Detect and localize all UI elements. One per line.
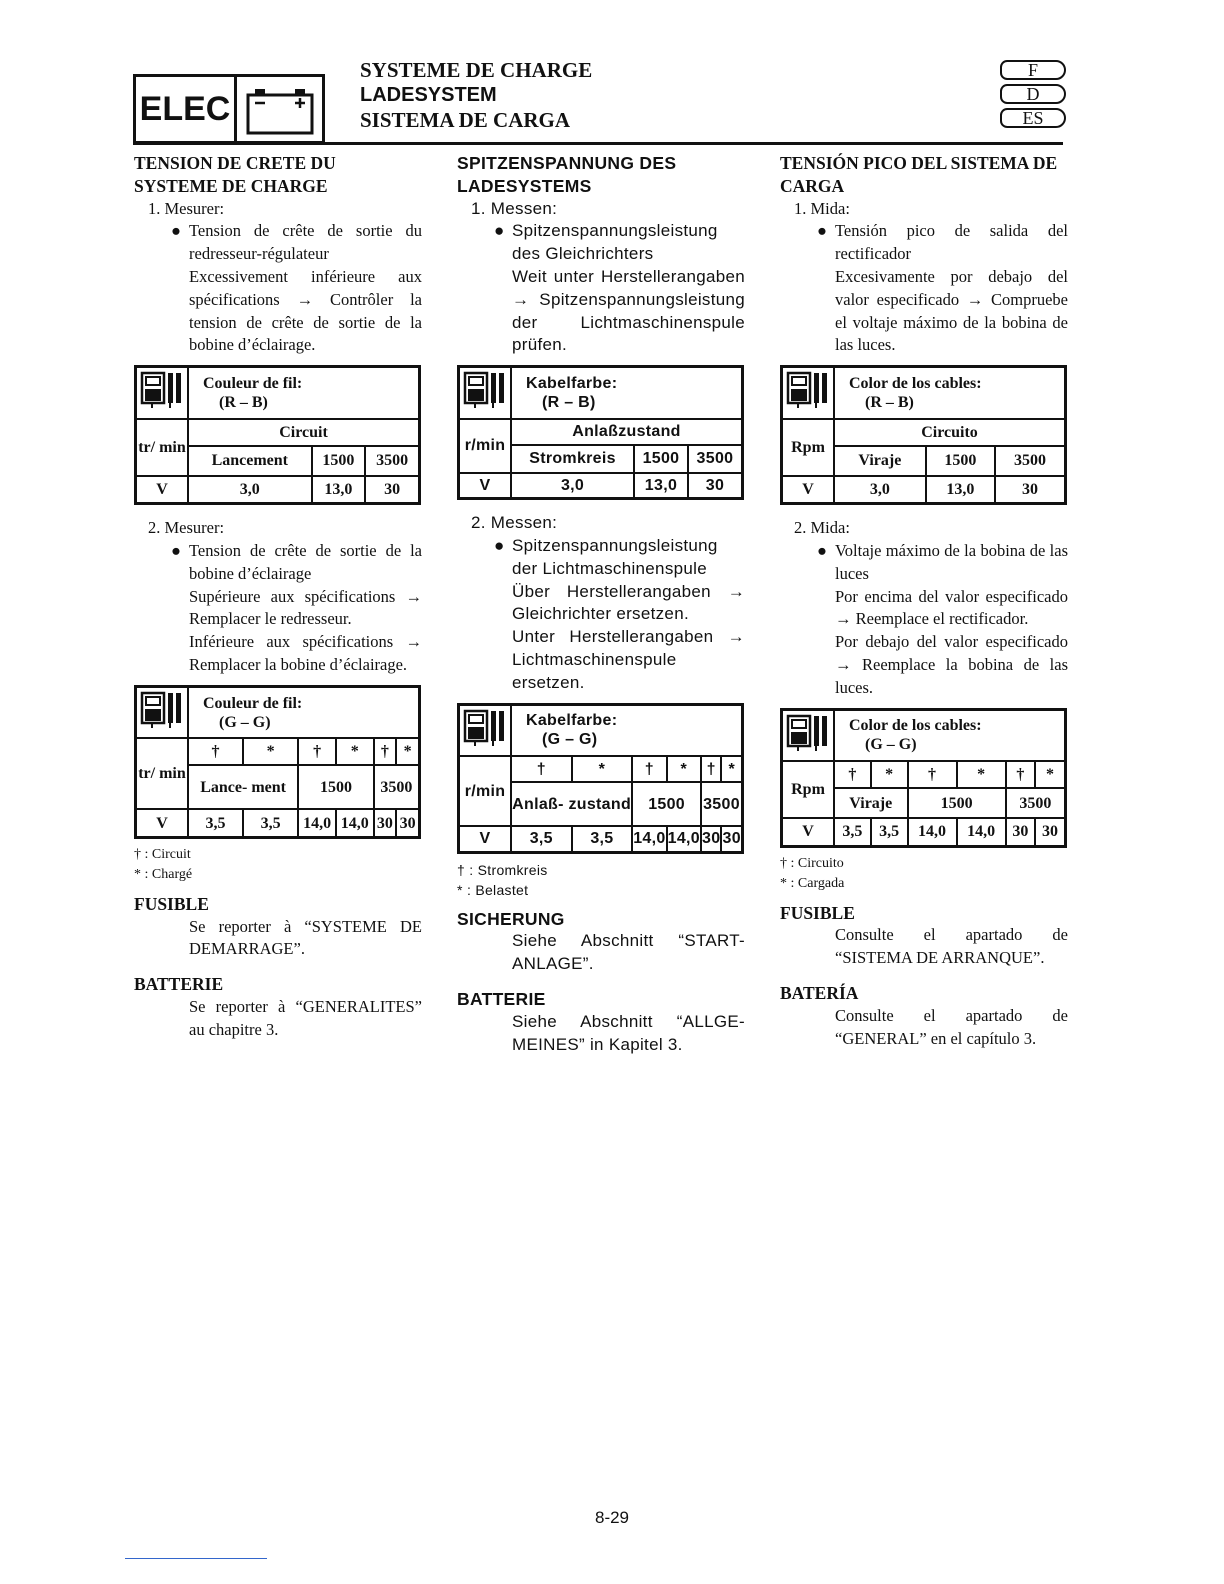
unit-label: V — [782, 818, 835, 846]
mark-cell: * — [1035, 761, 1065, 788]
mark-cell: * — [396, 738, 419, 765]
step-text: Inférieure aux spécifications → Remplacer la bobine d’éclairage. — [189, 632, 422, 674]
col-header: 1500 — [632, 782, 701, 826]
bullet-text: Spitzenspannungsleistung des Gleichrichters — [512, 221, 718, 264]
mark-cell: * — [243, 738, 298, 765]
value-cell: 13,0 — [926, 476, 995, 504]
col-header: 1500 — [312, 446, 366, 476]
bullet-icon: ● — [817, 221, 827, 241]
value-cell: 30 — [995, 476, 1065, 504]
step-2: 2. Messen: — [471, 513, 558, 533]
wire-value: (G – G) — [865, 736, 917, 754]
bullet-text: Tension de crête de sortie du redresseur-régulateur — [189, 221, 422, 264]
section-badge — [133, 74, 325, 144]
heading-line: TENSION DE CRETE DU — [134, 153, 336, 173]
mark-cell: * — [667, 756, 701, 782]
note: † : Circuit — [134, 846, 191, 862]
step-1: 1. Messen: — [471, 198, 558, 218]
bullet-item — [457, 220, 745, 266]
mark-cell: † — [908, 761, 957, 788]
value-cell: 30 — [701, 826, 721, 852]
col-header: Viraje — [834, 788, 908, 818]
step-text: Excesivamente por debajo del valor especificado → Compruebe el voltaje máximo de la bobina de las luces. — [835, 266, 1068, 355]
multimeter-icon — [782, 367, 835, 419]
multimeter-icon — [136, 367, 189, 419]
value-cell: 30 — [721, 826, 742, 852]
col-header: 3500 — [995, 446, 1065, 476]
col-header: 1500 — [298, 765, 373, 809]
wire-color-cell — [834, 367, 1066, 419]
bullet-item — [780, 540, 1068, 586]
step-text: Excessivement inférieure aux spécifications → Contrôler la tension de crête de sortie de la bobine d’éclairage. — [189, 266, 422, 355]
step-1: 1. Mida: — [794, 198, 850, 218]
bullet-text: Tensión pico de salida del rectificador — [835, 221, 1068, 264]
value-cell: 3,5 — [188, 809, 243, 837]
section-heading-fuse: SICHERUNG — [457, 908, 565, 929]
footer-rule — [125, 1558, 267, 1559]
heading-line: SYSTEME DE CHARGE — [134, 175, 328, 196]
battery-text: Se reporter à “GENERALITES” au chapitre 3. — [189, 996, 422, 1039]
spec-table-rb — [134, 365, 421, 505]
value-cell: 30 — [396, 809, 419, 837]
heading-line: SPITZENSPANNUNG DES — [457, 153, 677, 173]
mark-cell: † — [632, 756, 666, 782]
wire-label: Couleur de fil: — [203, 694, 303, 712]
value-cell: 14,0 — [957, 818, 1006, 846]
value-cell: 14,0 — [336, 809, 374, 837]
value-cell: 30 — [365, 476, 419, 504]
mark-cell: † — [834, 761, 871, 788]
value-cell: 30 — [1035, 818, 1065, 846]
note: † : Stromkreis — [457, 861, 548, 878]
heading-line: LADESYSTEMS — [457, 175, 592, 196]
unit-label: V — [459, 473, 512, 499]
unit-label: V — [782, 476, 835, 504]
value-cell: 14,0 — [632, 826, 666, 852]
value-cell: 13,0 — [634, 473, 688, 499]
value-cell: 3,5 — [871, 818, 908, 846]
header-rule — [133, 142, 1063, 145]
unit-label: V — [459, 826, 512, 852]
col-header: 3500 — [365, 446, 419, 476]
col-header: Lance- ment — [188, 765, 298, 809]
rpm-label: tr/ min — [136, 738, 189, 809]
value-cell: 3,5 — [243, 809, 298, 837]
section-heading-fuse: FUSIBLE — [780, 902, 855, 923]
bullet-icon: ● — [494, 221, 505, 241]
note: * : Cargada — [780, 875, 845, 891]
rpm-label: tr/ min — [136, 419, 189, 476]
table-notes — [780, 854, 1068, 894]
lang-tag-de: D — [1000, 84, 1066, 104]
note: * : Chargé — [134, 866, 193, 882]
value-cell: 13,0 — [312, 476, 366, 504]
wire-label: Color de los cables: — [849, 717, 982, 735]
rpm-label: r/min — [459, 756, 512, 826]
lang-tag-es: ES — [1000, 108, 1066, 128]
mark-cell: * — [721, 756, 742, 782]
step-text: Unter Herstellerangaben → Lichtmaschinenspule ersetzen. — [512, 627, 745, 692]
col-header: Viraje — [834, 446, 926, 476]
spec-table-rb — [780, 365, 1067, 505]
mark-cell: * — [336, 738, 374, 765]
unit-label: V — [136, 809, 189, 837]
lang-tag-fr: F — [1000, 60, 1066, 80]
mark-cell: * — [871, 761, 908, 788]
col-header: Anlaß- zustand — [511, 782, 632, 826]
step-1: 1. Mesurer: — [148, 198, 225, 218]
col-header: 3500 — [1006, 788, 1066, 818]
value-cell: 3,5 — [834, 818, 871, 846]
title-fr: SYSTEME DE CHARGE — [360, 58, 593, 82]
section-heading-battery: BATERÍA — [780, 982, 859, 1003]
multimeter-icon — [782, 709, 835, 761]
value-cell: 3,0 — [511, 473, 634, 499]
spec-table-gg — [134, 685, 421, 839]
table-notes — [134, 845, 422, 885]
wire-value: (G – G) — [219, 713, 271, 731]
col-header: Stromkreis — [511, 445, 634, 473]
page-title — [360, 58, 592, 133]
col-header: 1500 — [634, 445, 688, 473]
col-header: 3500 — [688, 445, 743, 473]
spec-table-gg — [780, 708, 1067, 848]
value-cell: 14,0 — [298, 809, 336, 837]
wire-label: Kabelfarbe: — [526, 374, 618, 392]
rpm-label: Rpm — [782, 419, 835, 476]
bullet-text: Spitzenspannungsleistung der Lichtmaschinenspule — [512, 535, 718, 578]
step-text: Über Herstellerangaben → Gleichrichter ersetzen. — [512, 581, 745, 624]
wire-value: (G – G) — [542, 731, 598, 749]
bullet-item — [134, 220, 422, 266]
step-text: Weit unter Herstellerangaben → Spitzenspannungsleistung der Lichtmaschinenspule prüfen. — [512, 266, 745, 355]
bullet-icon: ● — [494, 535, 505, 555]
column-german — [457, 152, 745, 1056]
wire-color-cell — [834, 709, 1066, 761]
multimeter-icon — [136, 686, 189, 738]
col-header: Lancement — [188, 446, 312, 476]
mark-cell: † — [701, 756, 721, 782]
multimeter-icon — [459, 704, 512, 756]
wire-value: (R – B) — [542, 393, 596, 411]
wire-color-cell — [188, 686, 420, 738]
col-header: 3500 — [701, 782, 742, 826]
group-header: Circuit — [188, 419, 420, 446]
wire-label: Kabelfarbe: — [526, 712, 618, 730]
bullet-item — [780, 220, 1068, 266]
heading-line: TENSIÓN PICO DEL SISTEMA DE — [780, 153, 1058, 173]
section-heading-battery: BATTERIE — [457, 988, 546, 1009]
note: † : Circuito — [780, 855, 844, 871]
spec-table-rb — [457, 365, 744, 500]
step-text: Por debajo del valor especificado → Reemplace la bobina de las luces. — [835, 632, 1068, 697]
col-header: 1500 — [926, 446, 995, 476]
column-spanish — [780, 152, 1068, 1050]
wire-color-cell — [511, 367, 743, 419]
battery-text: Siehe Abschnitt “ALLGE-MEINES” in Kapitel 3. — [512, 1011, 745, 1054]
title-es: SISTEMA DE CARGA — [360, 108, 571, 132]
mark-cell: † — [374, 738, 397, 765]
value-cell: 3,0 — [834, 476, 926, 504]
spec-table-gg — [457, 703, 744, 854]
step-2: 2. Mida: — [794, 518, 850, 538]
section-heading-battery: BATTERIE — [134, 974, 224, 995]
value-cell: 3,5 — [511, 826, 572, 852]
group-header: Circuito — [834, 419, 1066, 446]
bullet-text: Tension de crête de sortie de la bobine d’éclairage — [189, 540, 422, 583]
col-header: 1500 — [908, 788, 1006, 818]
value-cell: 30 — [1006, 818, 1035, 846]
unit-label: V — [136, 476, 189, 504]
bullet-icon: ● — [171, 540, 181, 560]
page-number: 8-29 — [594, 1508, 630, 1527]
section-badge-label: ELEC — [136, 77, 237, 141]
value-cell: 14,0 — [908, 818, 957, 846]
multimeter-icon — [459, 367, 512, 419]
heading-line: CARGA — [780, 175, 845, 196]
col-header: 3500 — [374, 765, 420, 809]
wire-label: Color de los cables: — [849, 374, 982, 392]
value-cell: 14,0 — [667, 826, 701, 852]
rpm-label: Rpm — [782, 761, 835, 818]
fuse-text: Se reporter à “SYSTEME DE DEMARRAGE”. — [189, 916, 422, 959]
bullet-icon: ● — [171, 221, 181, 241]
mark-cell: * — [572, 756, 633, 782]
note: * : Belastet — [457, 881, 529, 898]
value-cell: 30 — [374, 809, 397, 837]
value-cell: 3,5 — [572, 826, 633, 852]
wire-color-cell — [511, 704, 743, 756]
column-french — [134, 152, 422, 1042]
mark-cell: † — [298, 738, 336, 765]
value-cell: 3,0 — [188, 476, 312, 504]
step-text: Por encima del valor especificado → Reemplace el rectificador. — [835, 586, 1068, 629]
wire-value: (R – B) — [219, 393, 268, 411]
group-header: Anlaßzustand — [511, 419, 743, 445]
battery-text: Consulte el apartado de “GENERAL” en el capítulo 3. — [835, 1005, 1068, 1048]
rpm-label: r/min — [459, 419, 512, 473]
step-2: 2. Mesurer: — [148, 518, 225, 538]
mark-cell: † — [511, 756, 572, 782]
fuse-text: Siehe Abschnitt “START-ANLAGE”. — [512, 931, 745, 974]
language-tags — [1000, 60, 1066, 132]
wire-color-cell — [188, 367, 420, 419]
bullet-item — [457, 535, 745, 581]
bullet-icon: ● — [817, 540, 827, 560]
step-text: Supérieure aux spécifications → Remplacer le redresseur. — [189, 586, 422, 629]
mark-cell: * — [957, 761, 1006, 788]
mark-cell: † — [1006, 761, 1035, 788]
value-cell: 30 — [688, 473, 743, 499]
wire-value: (R – B) — [865, 393, 914, 411]
bullet-text: Voltaje máximo de la bobina de las luces — [835, 540, 1068, 583]
mark-cell: † — [188, 738, 243, 765]
title-de: LADESYSTEM — [360, 84, 497, 106]
section-heading-fuse: FUSIBLE — [134, 893, 209, 914]
battery-icon — [237, 77, 322, 141]
table-notes — [457, 860, 745, 900]
fuse-text: Consulte el apartado de “SISTEMA DE ARRANQUE”. — [835, 925, 1068, 968]
wire-label: Couleur de fil: — [203, 374, 303, 392]
bullet-item — [134, 540, 422, 586]
